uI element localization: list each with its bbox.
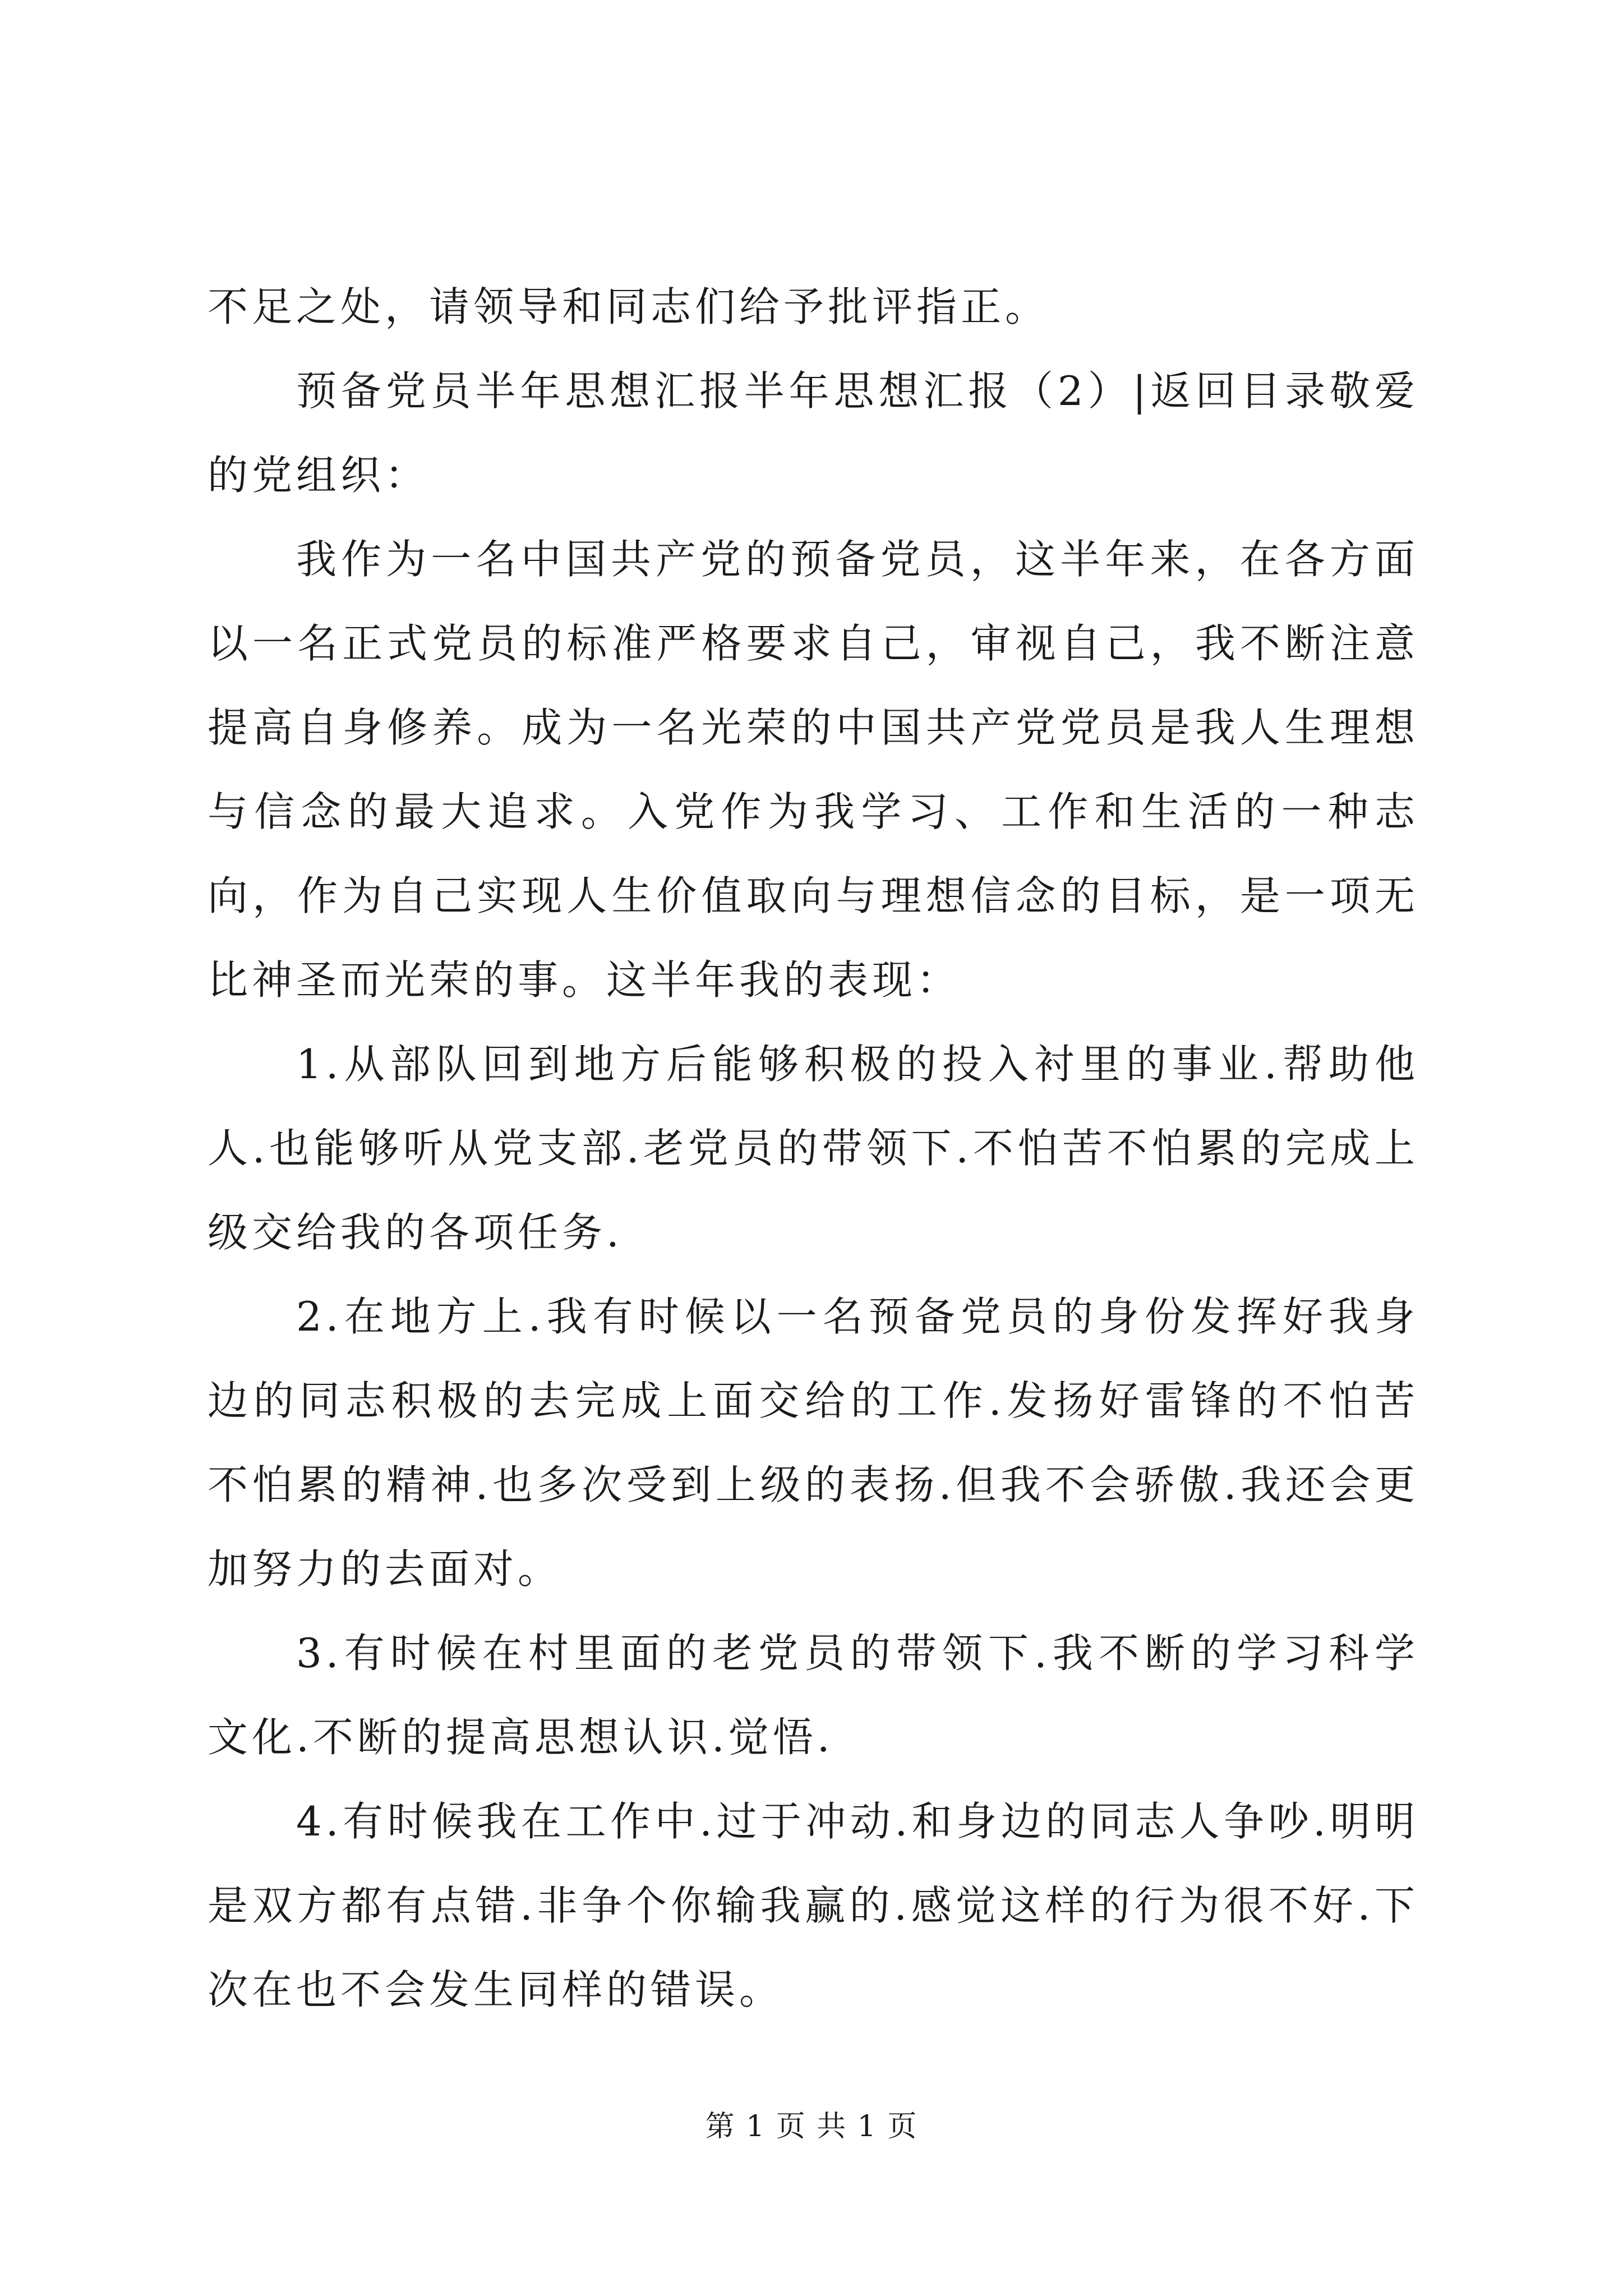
paragraph-closing-line: 不足之处，请领导和同志们给予批评指正。 [208,283,1050,330]
paragraph-item-4: 4.有时候我在工作中.过于冲动.和身边的同志人争吵.明明是双方都有点错.非争个你输我赢的.感觉这样的行为很不好.下次在也不会发生同样的错误。 [208,1798,1419,2013]
paragraph-item-3: 3.有时候在村里面的老党员的带领下.我不断的学习科学文化.不断的提高思想认识.觉悟. [208,1630,1419,1761]
page-footer: 第 1 页 共 1 页 [705,2110,918,2143]
paragraph-intro: 我作为一名中国共产党的预备党员，这半年来，在各方面以一名正式党员的标准严格要求自己，审视自己，我不断注意提高自身修养。成为一名光荣的中国共产党党员是我人生理想与信念的最大追求。入党作为我学习、工作和生活的一种志向，作为自己实现人生价值取向与理想信念的目标，是一项无比神圣而光荣的事。这半年我的表现： [208,536,1419,1004]
paragraph-item-1: 1.从部队回到地方后能够积极的投入衬里的事业.帮助他人.也能够听从党支部.老党员的带领下.不怕苦不怕累的完成上级交给我的各项任务. [208,1041,1419,1256]
document-body [208,265,1419,2032]
paragraph-item-2: 2.在地方上.我有时候以一名预备党员的身份发挥好我身边的同志积极的去完成上面交给的工作.发扬好雷锋的不怕苦不怕累的精神.也多次受到上级的表扬.但我不会骄傲.我还会更加努力的去面对。 [208,1293,1419,1593]
paragraph-heading: 预备党员半年思想汇报半年思想汇报（2）|返回目录敬爱的党组织： [208,367,1419,499]
